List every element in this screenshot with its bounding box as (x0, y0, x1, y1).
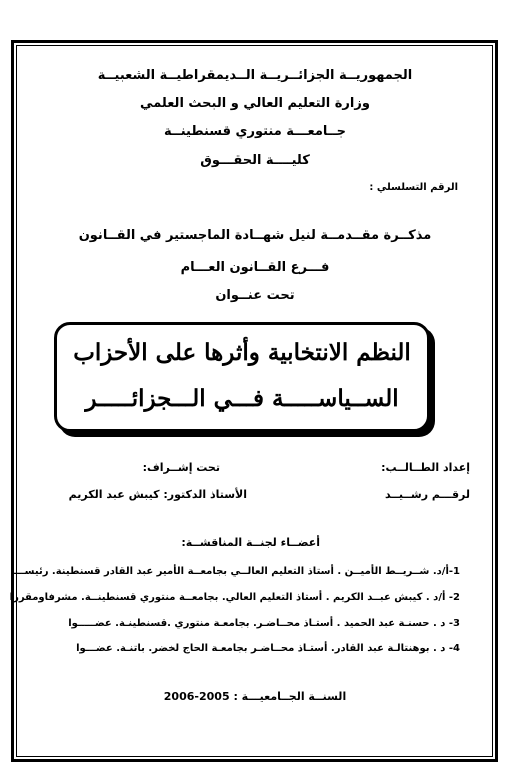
title-box (54, 322, 430, 432)
committee-member: 4- د . بوهنتالـة عبد القادر. أستـاذ محــاضـر بجامعـة الحاج لخضر. باتنـة. عضـــوا (76, 643, 460, 654)
thesis-purpose: مذكــرة مقــدمــة لنيل شهــادة الماجستير في القــانون (78, 228, 432, 243)
serial-number-label: الرقم التسلسلي : (369, 182, 458, 193)
student-name: لرقـــم رشــيــد (385, 488, 470, 501)
committee-member: 3- د . حسنـة عبد الحميد . أستـاذ محــاضـر. بجامعـة منتوري .قسنطينـة. عضـــــوا (68, 618, 460, 629)
university-name: جــامعـــة منتوري قسنطينــة (163, 124, 347, 139)
thesis-title-line-2: الســياســـــة فـــي الـــجزائـــــر (85, 385, 399, 412)
supervisor-name: الأستاذ الدكتور: كيبش عبد الكريم (68, 488, 247, 501)
faculty-name: كليــــة الحقـــوق (200, 153, 310, 168)
supervision-label: تحت إشــراف: (142, 461, 220, 474)
prepared-by-label: إعداد الطــالــب: (381, 461, 470, 474)
committee-member: 2- أ/د . كيبش عبــد الكريم . أستاذ التعليم العالي. بجامعــة منتوري قسنطينــة. مشرفاومقررا (9, 592, 460, 603)
under-title-label: تحت عنــوان (215, 288, 295, 303)
republic-name: الجمهوريــة الجزائــريــة الــديمقراطيــة الشعبيــة (97, 68, 413, 83)
ministry-name: وزارة التعليم العالي و البحث العلمي (140, 96, 370, 111)
thesis-branch: فـــرع القــانون العـــام (180, 260, 330, 275)
committee-heading: أعضــاء لجنــة المناقشــة: (181, 536, 320, 549)
committee-member: 1-أ/د. شــريــط الأميــن . أستاذ التعليم العالــي بجامعــة الأمير عبد القادر قسنطينة. رئيســـا (10, 566, 460, 577)
academic-year: السنــة الجــامعيـــة : 2005-2006 (163, 690, 347, 703)
thesis-title-line-1: النظم الانتخابية وأثرها على الأحزاب (73, 339, 411, 366)
